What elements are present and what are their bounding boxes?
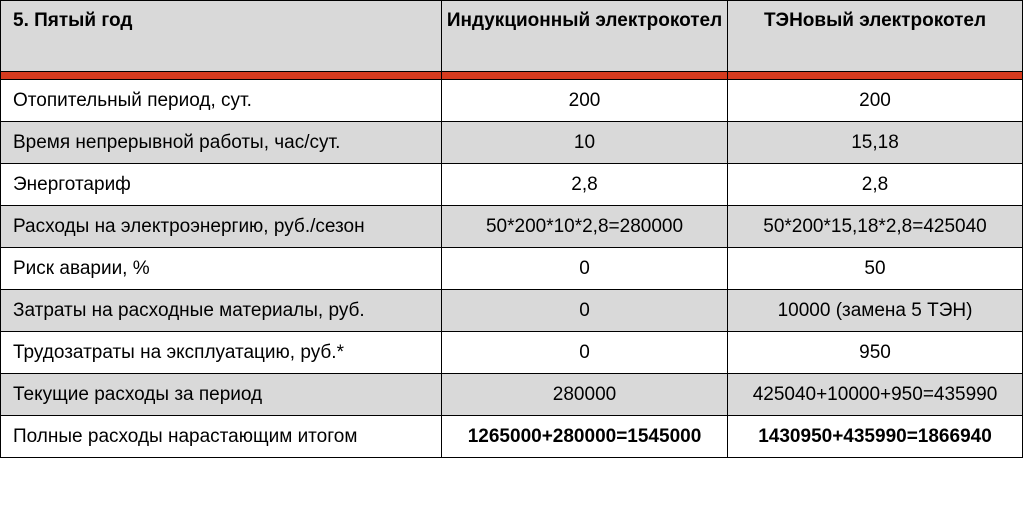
header-row xyxy=(1,1,1023,72)
induction-value: 200 xyxy=(442,80,728,122)
induction-value: 10 xyxy=(442,122,728,164)
table-row xyxy=(1,374,1023,416)
row-label: Полные расходы нарастающим итогом xyxy=(1,416,442,458)
ten-value: 10000 (замена 5 ТЭН) xyxy=(728,290,1023,332)
ten-value: 200 xyxy=(728,80,1023,122)
ten-value: 50 xyxy=(728,248,1023,290)
induction-value: 0 xyxy=(442,332,728,374)
induction-value: 0 xyxy=(442,290,728,332)
ten-value: 15,18 xyxy=(728,122,1023,164)
table-row xyxy=(1,248,1023,290)
row-label: Энерготариф xyxy=(1,164,442,206)
row-label: Риск аварии, % xyxy=(1,248,442,290)
ten-value: 1430950+435990=1866940 xyxy=(728,416,1023,458)
table-row xyxy=(1,122,1023,164)
induction-value: 2,8 xyxy=(442,164,728,206)
accent-separator xyxy=(1,72,1023,80)
induction-value: 50*200*10*2,8=280000 xyxy=(442,206,728,248)
accent-bar xyxy=(728,72,1023,80)
table-row xyxy=(1,80,1023,122)
induction-value: 280000 xyxy=(442,374,728,416)
accent-bar xyxy=(442,72,728,80)
accent-bar xyxy=(1,72,442,80)
header-induction-boiler: Индукционный электрокотел xyxy=(442,1,728,72)
ten-value: 50*200*15,18*2,8=425040 xyxy=(728,206,1023,248)
row-label: Текущие расходы за период xyxy=(1,374,442,416)
table-row xyxy=(1,164,1023,206)
ten-value: 2,8 xyxy=(728,164,1023,206)
row-label: Трудозатраты на эксплуатацию, руб.* xyxy=(1,332,442,374)
ten-value: 950 xyxy=(728,332,1023,374)
table-row-total xyxy=(1,416,1023,458)
induction-value: 0 xyxy=(442,248,728,290)
table-row xyxy=(1,290,1023,332)
induction-value: 1265000+280000=1545000 xyxy=(442,416,728,458)
table-row xyxy=(1,206,1023,248)
header-ten-boiler: ТЭНовый электрокотел xyxy=(728,1,1023,72)
header-year: 5. Пятый год xyxy=(1,1,442,72)
row-label: Время непрерывной работы, час/сут. xyxy=(1,122,442,164)
ten-value: 425040+10000+950=435990 xyxy=(728,374,1023,416)
row-label: Расходы на электроэнергию, руб./сезон xyxy=(1,206,442,248)
row-label: Затраты на расходные материалы, руб. xyxy=(1,290,442,332)
row-label: Отопительный период, сут. xyxy=(1,80,442,122)
table-row xyxy=(1,332,1023,374)
